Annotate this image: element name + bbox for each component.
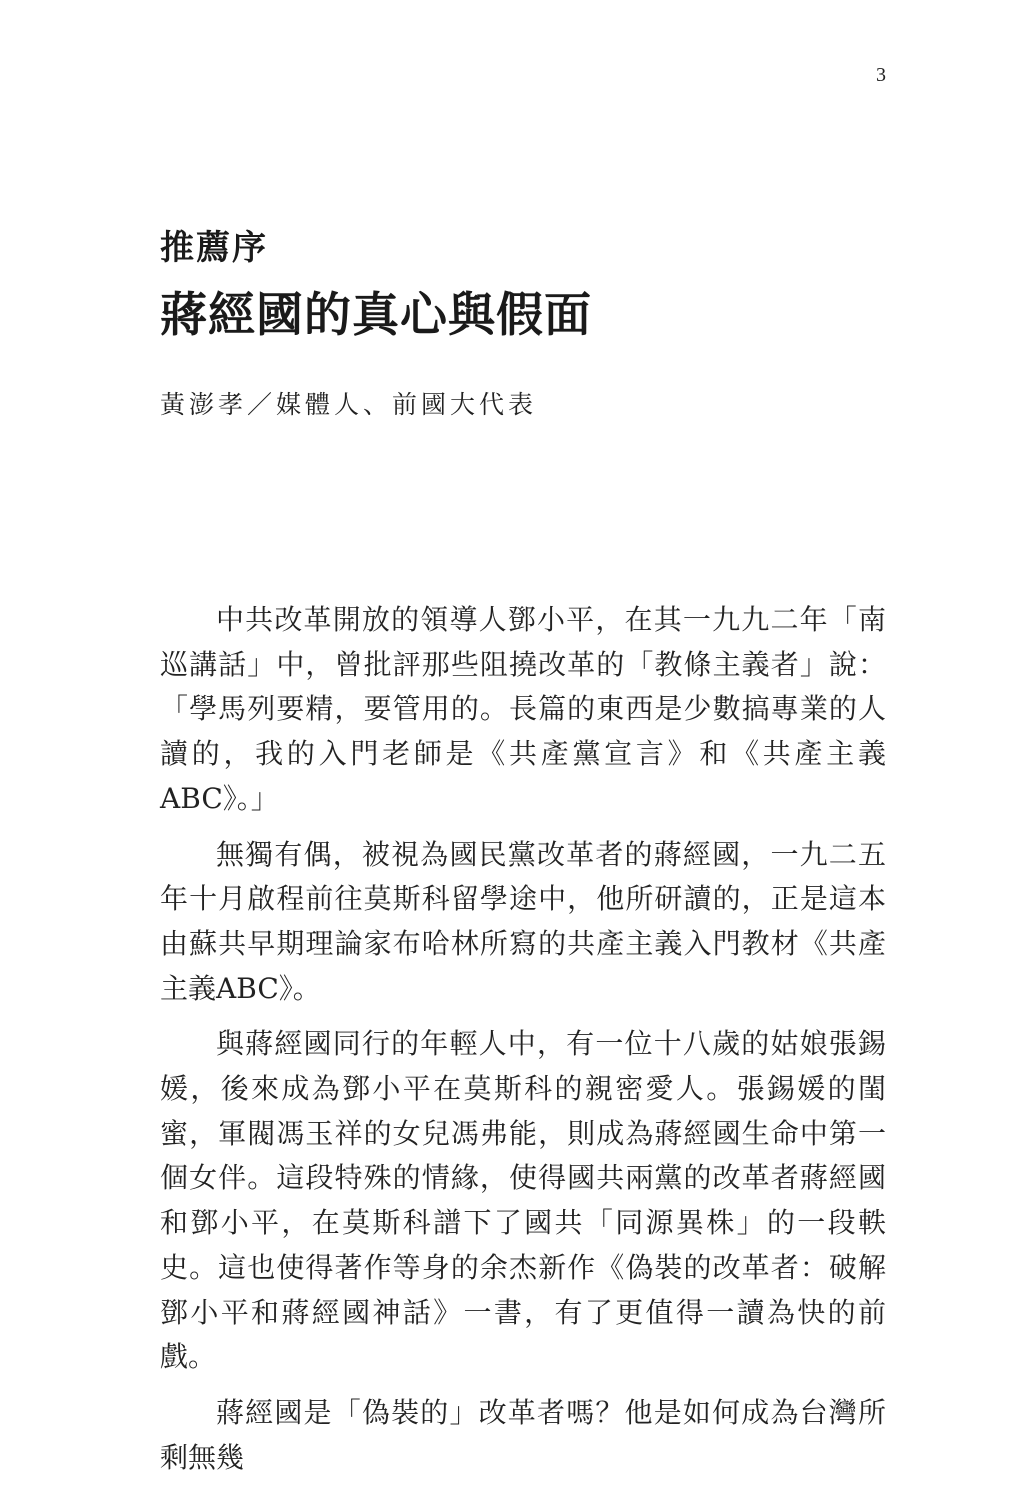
section-label: 推薦序 bbox=[160, 228, 268, 268]
author-byline: 黃澎孝／媒體人、前國大代表 bbox=[160, 390, 538, 419]
paragraph: 與蔣經國同行的年輕人中，有一位十八歲的姑娘張錫媛，後來成為鄧小平在莫斯科的親密愛人。張錫媛的閨蜜，軍閥馮玉祥的女兒馮弗能，則成為蔣經國生命中第一個女伴。這段特殊的情緣，使得國共兩黨的改革者蔣經國和鄧小平，在莫斯科譜下了國共「同源異株」的一段軼史。這也使得著作等身的余杰新作《偽裝的改革者：破解鄧小平和蔣經國神話》一書，有了更值得一讀為快的前戲。 bbox=[160, 1027, 886, 1374]
paragraph: 中共改革開放的領導人鄧小平，在其一九九二年「南巡講話」中，曾批評那些阻撓改革的「教條主義者」說：「學馬列要精，要管用的。長篇的東西是少數搞專業的人讀的，我的入門老師是《共產黨宣言》和《共產主義ABC》。」 bbox=[160, 603, 886, 815]
page-number: 3 bbox=[876, 64, 886, 86]
body-text bbox=[160, 598, 886, 1491]
paragraph: 無獨有偶，被視為國民黨改革者的蔣經國，一九二五年十月啟程前往莫斯科留學途中，他所研讀的，正是這本由蘇共早期理論家布哈林所寫的共產主義入門教材《共產主義ABC》。 bbox=[160, 837, 886, 1005]
page-title: 蔣經國的真心與假面 bbox=[160, 288, 592, 343]
paragraph: 蔣經國是「偽裝的」改革者嗎？他是如何成為台灣所剩無幾 bbox=[160, 1395, 886, 1474]
